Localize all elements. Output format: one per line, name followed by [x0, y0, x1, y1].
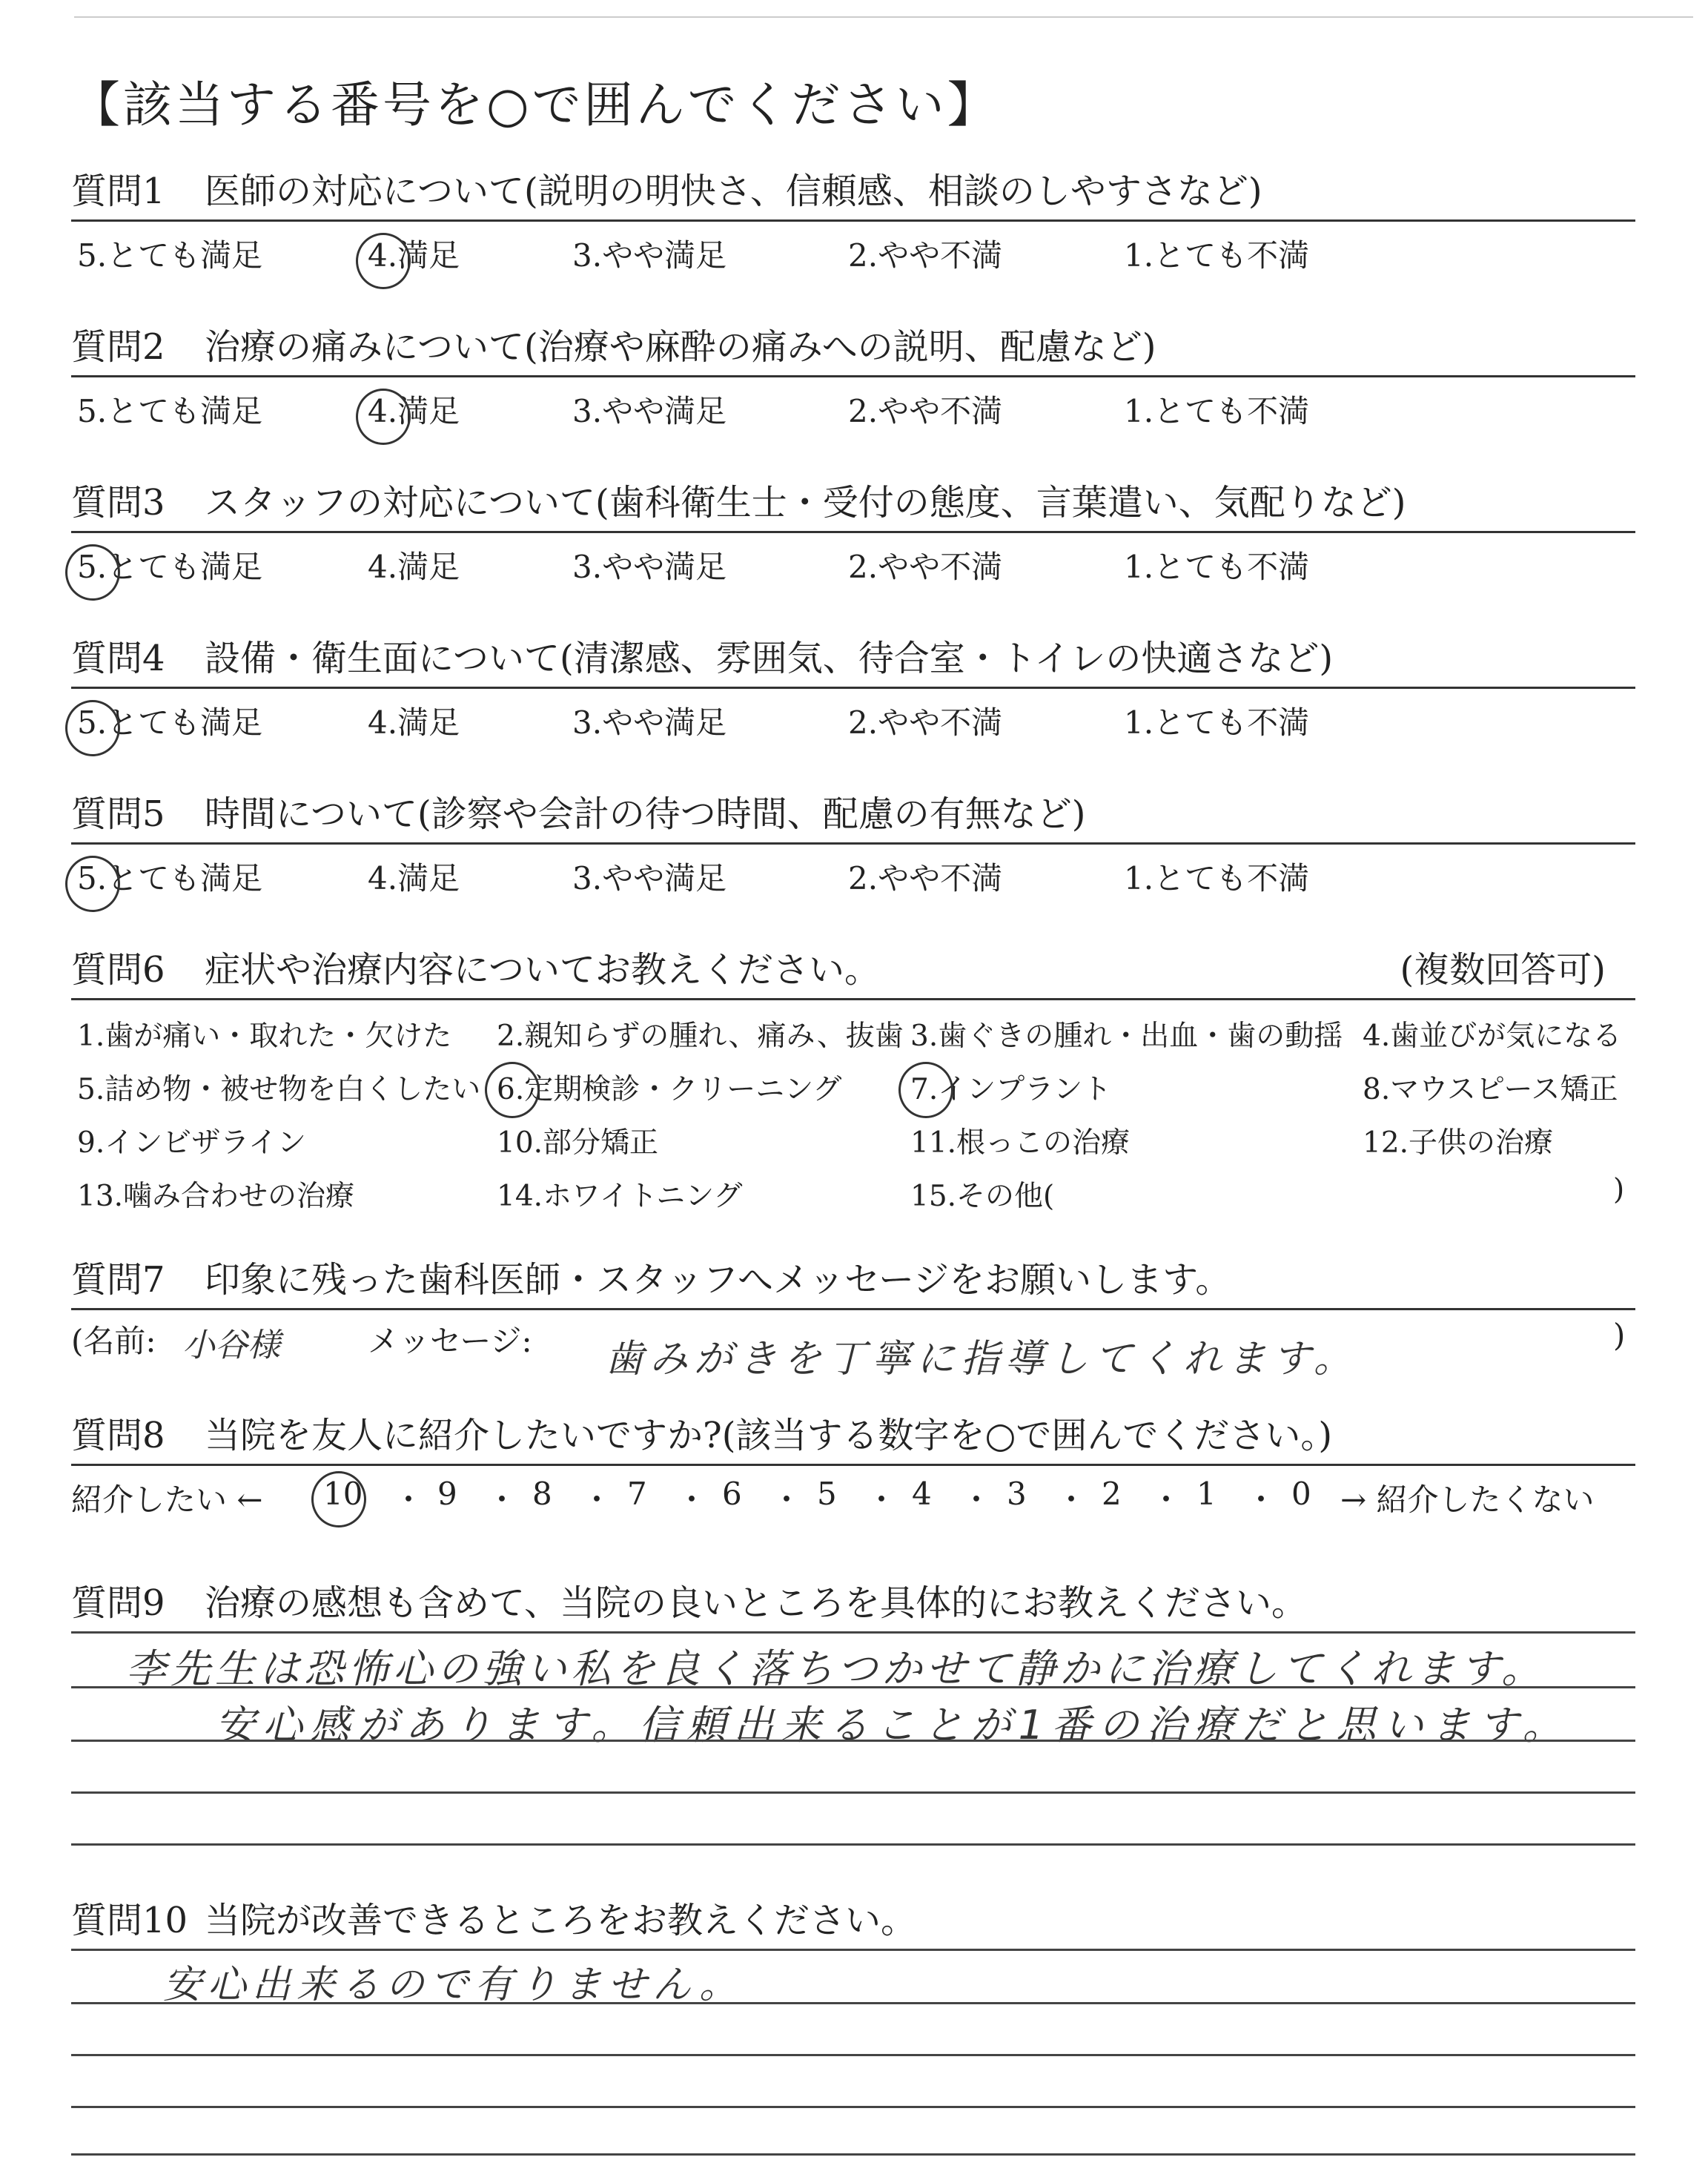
question-5-label: 質問5: [71, 793, 165, 835]
question-9-text: 治療の感想も含めて、当院の良いところを具体的にお教えください。: [205, 1582, 1308, 1624]
q7-name-value[interactable]: 小谷様: [182, 1327, 280, 1364]
question-4-options: [71, 698, 1635, 743]
q5-option-5-selected[interactable]: 5.とても満足: [77, 860, 263, 896]
q1-option-5[interactable]: 5.とても満足: [77, 237, 263, 274]
q8-scale-9[interactable]: 9: [437, 1476, 457, 1512]
question-1-rule: [71, 219, 1635, 222]
question-7-text: 印象に残った歯科医師・スタッフへメッセージをお願いします。: [205, 1259, 1231, 1301]
question-4-text: 設備・衛生面について(清潔感、雰囲気、待合室・トイレの快適さなど): [205, 638, 1334, 679]
question-8-rule: [71, 1464, 1635, 1466]
page-title: 【該当する番号を○で囲んでください】: [71, 76, 999, 133]
q3-option-5-selected[interactable]: 5.とても満足: [77, 549, 263, 585]
q10-answer-line-1[interactable]: 安心出来るので有りません。: [163, 1963, 744, 2007]
question-8-label: 質問8: [71, 1415, 165, 1456]
q1-option-1[interactable]: 1.とても不満: [1124, 237, 1310, 274]
q3-option-1[interactable]: 1.とても不満: [1124, 549, 1310, 585]
q6-item-8[interactable]: 8.マウスピース矯正: [1363, 1073, 1618, 1106]
q9-line-4: [71, 1791, 1635, 1794]
q4-option-3[interactable]: 3.やや満足: [572, 704, 727, 741]
question-6-options: [71, 1013, 1635, 1226]
q6-item-15[interactable]: 15.その他(: [910, 1180, 1055, 1213]
question-4: [71, 632, 1635, 685]
question-1-label: 質問1: [71, 171, 165, 212]
question-2-text: 治療の痛みについて(治療や麻酔の痛みへの説明、配慮など): [205, 326, 1156, 368]
question-2-rule: [71, 375, 1635, 377]
q6-item-3[interactable]: 3.歯ぐきの腫れ・出血・歯の動揺: [910, 1020, 1343, 1053]
question-7: [71, 1253, 1635, 1307]
q5-option-3[interactable]: 3.やや満足: [572, 860, 727, 896]
q6-item-13[interactable]: 13.噛み合わせの治療: [77, 1180, 355, 1213]
q2-option-1[interactable]: 1.とても不満: [1124, 393, 1310, 429]
q3-option-3[interactable]: 3.やや満足: [572, 549, 727, 585]
q8-scale-8[interactable]: 8: [532, 1476, 552, 1512]
q3-option-4[interactable]: 4.満足: [368, 549, 460, 585]
question-9: [71, 1576, 1635, 1630]
question-3: [71, 476, 1635, 529]
q8-scale-4[interactable]: 4: [912, 1476, 932, 1512]
q8-scale-0[interactable]: 0: [1291, 1476, 1311, 1512]
q7-message-label: メッセージ:: [368, 1323, 532, 1359]
q8-scale-1[interactable]: 1: [1196, 1476, 1217, 1512]
q8-dot: ・: [961, 1482, 993, 1518]
q6-item-6-selected[interactable]: 6.定期検診・クリーニング: [497, 1066, 841, 1108]
q4-option-5-selected[interactable]: 5.とても満足: [77, 704, 263, 741]
q6-item-7-selected[interactable]: 7.インプラント: [910, 1066, 1111, 1108]
question-3-rule: [71, 531, 1635, 533]
q8-dot: ・: [393, 1482, 425, 1518]
question-3-text: スタッフの対応について(歯科衛生士・受付の態度、言葉遣い、気配りなど): [205, 482, 1406, 524]
q7-message-value[interactable]: 歯みがきを丁寧に指導してくれます。: [605, 1337, 1358, 1381]
q3-option-2[interactable]: 2.やや不満: [848, 549, 1003, 585]
q2-option-2[interactable]: 2.やや不満: [848, 393, 1003, 429]
q8-scale-2[interactable]: 2: [1102, 1476, 1122, 1512]
q10-line-4: [71, 2106, 1635, 2108]
q8-scale-3[interactable]: 3: [1007, 1476, 1027, 1512]
question-5-text: 時間について(診察や会計の待つ時間、配慮の有無など): [205, 793, 1086, 835]
q8-dot: ・: [676, 1482, 708, 1518]
q2-option-5[interactable]: 5.とても満足: [77, 393, 263, 429]
q8-dot: ・: [1245, 1482, 1277, 1518]
q8-scale-7[interactable]: 7: [627, 1476, 647, 1512]
q2-option-3[interactable]: 3.やや満足: [572, 393, 727, 429]
question-10-label: 質問10: [71, 1900, 188, 1941]
q4-option-4[interactable]: 4.満足: [368, 704, 460, 741]
q9-line-1: [71, 1631, 1635, 1634]
question-8-text: 当院を友人に紹介したいですか?(該当する数字を○で囲んでください。): [205, 1415, 1333, 1456]
q8-dot: ・: [581, 1482, 613, 1518]
q8-dot: ・: [1056, 1482, 1088, 1518]
q6-item-5[interactable]: 5.詰め物・被せ物を白くしたい: [77, 1073, 481, 1106]
q6-item-14[interactable]: 14.ホワイトニング: [497, 1180, 743, 1213]
q10-line-5: [71, 2153, 1635, 2156]
question-6-rule: [71, 998, 1635, 1000]
question-2-label: 質問2: [71, 326, 165, 368]
q8-scale-10-selected[interactable]: 10: [323, 1476, 363, 1512]
question-7-label: 質問7: [71, 1259, 165, 1301]
question-2: [71, 320, 1635, 374]
q4-option-1[interactable]: 1.とても不満: [1124, 704, 1310, 741]
q5-option-1[interactable]: 1.とても不満: [1124, 860, 1310, 896]
q8-dot: ・: [486, 1482, 518, 1518]
q5-option-4[interactable]: 4.満足: [368, 860, 460, 896]
q7-close-paren: ): [1613, 1317, 1626, 1353]
q8-dot: ・: [771, 1482, 803, 1518]
question-10: [71, 1894, 1635, 1947]
q7-name-label: (名前:: [71, 1323, 156, 1359]
question-7-rule: [71, 1308, 1635, 1310]
question-6-text: 症状や治療内容についてお教えください。: [205, 949, 881, 991]
question-1-text: 医師の対応について(説明の明快さ、信頼感、相談のしやすさなど): [205, 171, 1262, 212]
question-4-rule: [71, 687, 1635, 689]
q10-line-1: [71, 1949, 1635, 1951]
q1-option-2[interactable]: 2.やや不満: [848, 237, 1003, 274]
q5-option-2[interactable]: 2.やや不満: [848, 860, 1003, 896]
q6-item-12[interactable]: 12.子供の治療: [1363, 1126, 1554, 1160]
q4-option-2[interactable]: 2.やや不満: [848, 704, 1003, 741]
q6-item-10[interactable]: 10.部分矯正: [497, 1126, 659, 1160]
question-3-options: [71, 543, 1635, 587]
q8-scale-5[interactable]: 5: [817, 1476, 837, 1512]
q10-line-3: [71, 2054, 1635, 2056]
q8-left-label: 紹介したい ←: [71, 1482, 263, 1518]
q8-dot: ・: [866, 1482, 898, 1518]
q6-item-11[interactable]: 11.根っこの治療: [910, 1126, 1131, 1160]
q9-line-2: [71, 1686, 1635, 1688]
question-8: [71, 1409, 1635, 1462]
question-6-note: (複数回答可): [1400, 949, 1606, 991]
q6-item-2[interactable]: 2.親知らずの腫れ、痛み、抜歯: [497, 1020, 904, 1053]
question-4-label: 質問4: [71, 638, 165, 679]
q2-option-4-selected[interactable]: 4.満足: [368, 393, 460, 429]
question-1: [71, 165, 1635, 218]
q8-scale: [71, 1476, 1635, 1520]
q1-option-3[interactable]: 3.やや満足: [572, 237, 727, 274]
q8-dot: ・: [1151, 1482, 1182, 1518]
q9-line-3: [71, 1740, 1635, 1742]
q10-line-2: [71, 2002, 1635, 2004]
question-5: [71, 787, 1635, 841]
question-9-label: 質問9: [71, 1582, 165, 1624]
q6-item-1[interactable]: 1.歯が痛い・取れた・欠けた: [77, 1020, 452, 1053]
q6-item-15-close: ): [1613, 1173, 1625, 1206]
question-6: [71, 943, 1635, 997]
question-3-label: 質問3: [71, 482, 165, 524]
q9-answer-line-1[interactable]: 李先生は恐怖心の強い私を良く落ちつかせて静かに治療してくれます。: [126, 1645, 1546, 1692]
q6-item-9[interactable]: 9.インビザライン: [77, 1126, 307, 1160]
question-5-options: [71, 854, 1635, 899]
q6-item-4[interactable]: 4.歯並びが気になる: [1363, 1020, 1622, 1053]
question-1-options: [71, 231, 1635, 276]
question-6-label: 質問6: [71, 949, 165, 991]
q9-line-5: [71, 1843, 1635, 1846]
q8-scale-6[interactable]: 6: [722, 1476, 742, 1512]
question-7-answer: [71, 1317, 1635, 1381]
q1-option-4-selected[interactable]: 4.満足: [368, 237, 460, 274]
q8-right-label: → 紹介したくない: [1340, 1482, 1595, 1518]
top-border: [74, 16, 1693, 18]
question-2-options: [71, 387, 1635, 432]
question-5-rule: [71, 842, 1635, 845]
q9-answer-line-2[interactable]: 安心感があります。信頼出来ることが1番の治療だと思います。: [215, 1702, 1570, 1748]
question-10-text: 当院が改善できるところをお教えください。: [205, 1900, 917, 1941]
